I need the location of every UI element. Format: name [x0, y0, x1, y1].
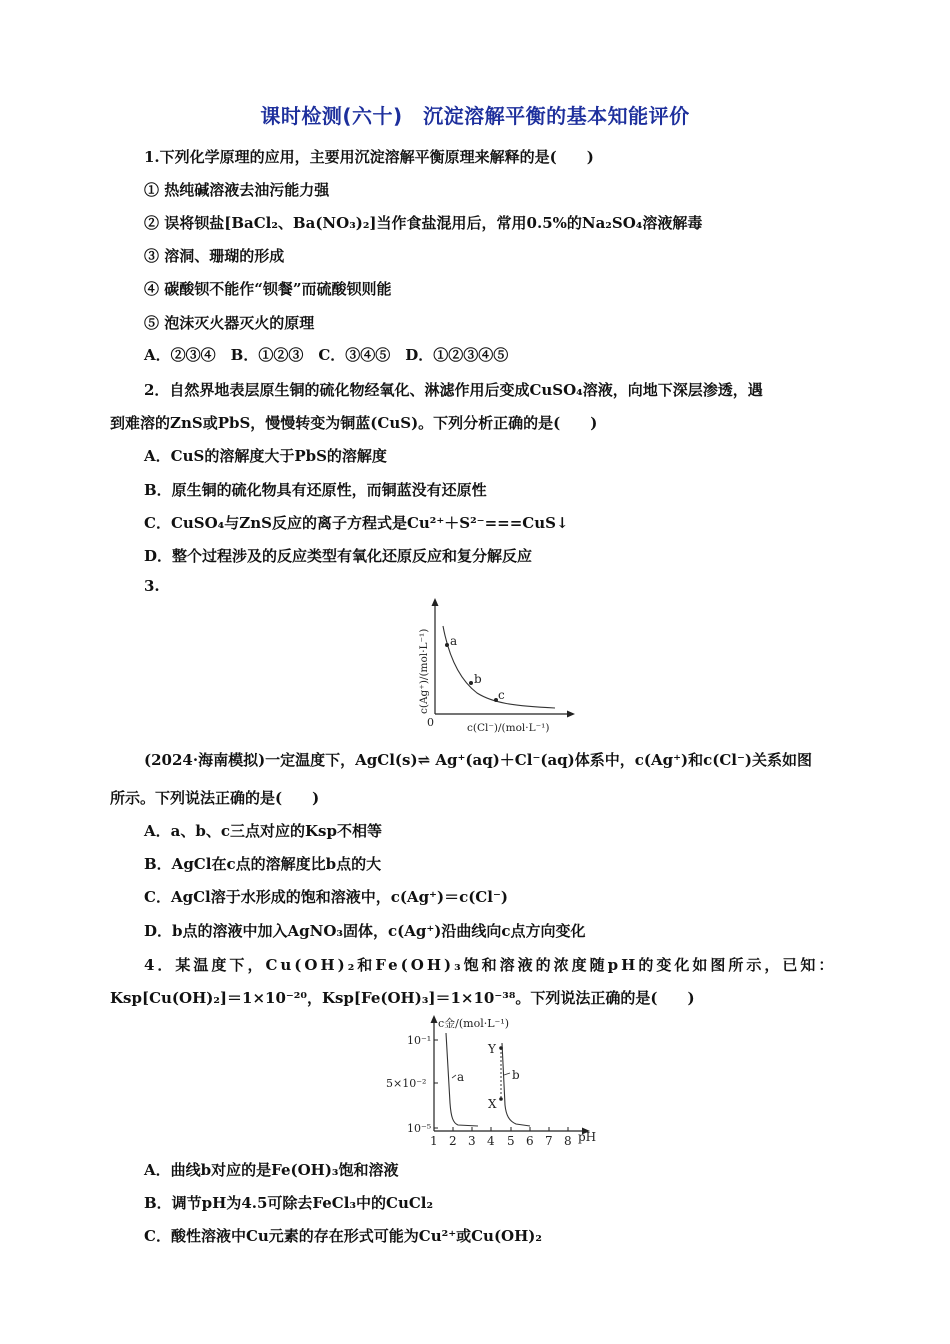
- q2-option-c: C．CuSO₄与ZnS反应的离子方程式是Cu²⁺＋S²⁻===CuS↓: [144, 514, 569, 532]
- q2-option-a: A．CuS的溶解度大于PbS的溶解度: [144, 447, 387, 465]
- q4-xtick-label-1: 1: [430, 1134, 438, 1148]
- q4-x-label: pH: [578, 1130, 597, 1144]
- q3-option-a: A．a、b、c三点对应的Ksp不相等: [144, 822, 382, 840]
- q4-xtick-label-3: 3: [468, 1134, 476, 1148]
- q4-xtick-label-5: 5: [507, 1134, 515, 1148]
- q4-point-y: [499, 1046, 503, 1050]
- q3-y-label: c(Ag⁺)/(mol·L⁻¹): [418, 628, 430, 714]
- q3-x-arrow: [567, 711, 575, 718]
- q4-y-label: c金/(mol·L⁻¹): [438, 1017, 510, 1030]
- q4-curve-b-label: b: [512, 1068, 520, 1082]
- q2-option-b: B．原生铜的硫化物具有还原性，而铜蓝没有还原性: [144, 481, 487, 499]
- q4-y-arrow: [431, 1015, 438, 1023]
- q4-point-y-label: Y: [488, 1042, 496, 1056]
- q3-label-a: a: [450, 634, 458, 648]
- q1-stem: 1.下列化学原理的应用，主要用沉淀溶解平衡原理来解释的是( ): [144, 148, 594, 166]
- q3-option-c: C．AgCl溶于水形成的饱和溶液中，c(Ag⁺)＝c(Cl⁻): [144, 888, 508, 906]
- q2-option-d: D．整个过程涉及的反应类型有氧化还原反应和复分解反应: [144, 547, 533, 565]
- q4-point-x: [499, 1097, 503, 1101]
- page-title: 课时检测(六十) 沉淀溶解平衡的基本知能评价: [260, 104, 690, 128]
- q3-y-arrow: [432, 598, 439, 606]
- q4-stem-line1: 4．某温度下，Cu(OH)₂和Fe(OH)₃饱和溶液的浓度随pH的变化如图所示，已知：: [144, 956, 837, 974]
- q3-option-b: B．AgCl在c点的溶解度比b点的大: [144, 855, 382, 873]
- q3-stem-line1: (2024·海南模拟)一定温度下，AgCl(s)⇌ Ag⁺(aq)＋Cl⁻(aq)体系中，c(Ag⁺)和c(Cl⁻)关系如图: [144, 751, 813, 769]
- q4-xtick-label-4: 4: [487, 1134, 495, 1148]
- q1-item-4: ④ 碳酸钡不能作“钡餐”而硫酸钡则能: [144, 280, 392, 298]
- q4-ytick-label-3: 10⁻⁵: [407, 1122, 432, 1135]
- q3-point-b: [469, 681, 473, 685]
- q3-label-c: c: [498, 688, 505, 702]
- q1-options: A．②③④ B．①②③ C．③④⑤ D．①②③④⑤: [144, 346, 509, 364]
- q2-stem-line2: 到难溶的ZnS或PbS，慢慢转变为铜蓝(CuS)。下列分析正确的是( ): [110, 414, 598, 432]
- q4-curve-a-leader: [452, 1075, 456, 1078]
- q1-item-5: ⑤ 泡沫灭火器灭火的原理: [144, 314, 315, 332]
- q3-point-a: [445, 643, 449, 647]
- q4-option-b: B．调节pH为4.5可除去FeCl₃中的CuCl₂: [144, 1194, 434, 1212]
- q1-item-1: ① 热纯碱溶液去油污能力强: [144, 181, 330, 199]
- q3-figure: [405, 598, 580, 740]
- q4-figure: [378, 1013, 603, 1151]
- q3-origin: 0: [427, 716, 434, 729]
- q4-ytick-label-1: 10⁻¹: [407, 1034, 432, 1047]
- q2-stem-line1: 2．自然界地表层原生铜的硫化物经氧化、淋滤作用后变成CuSO₄溶液，向地下深层渗透，遇: [144, 381, 763, 399]
- q4-curve-a-label: a: [457, 1070, 465, 1084]
- q4-xtick-label-6: 6: [526, 1134, 534, 1148]
- q4-stem-line2: Ksp[Cu(OH)₂]＝1×10⁻²⁰，Ksp[Fe(OH)₃]＝1×10⁻³⁸。下列说法正确的是( ): [110, 989, 695, 1007]
- q1-item-2: ② 误将钡盐[BaCl₂、Ba(NO₃)₂]当作食盐混用后，常用0.5%的Na₂SO₄溶液解毒: [144, 214, 703, 232]
- q4-xtick-label-2: 2: [449, 1134, 457, 1148]
- q4-ytick-label-2: 5×10⁻²: [386, 1077, 427, 1090]
- q4-option-a: A．曲线b对应的是Fe(OH)₃饱和溶液: [144, 1161, 399, 1179]
- q3-label-b: b: [474, 672, 482, 686]
- q3-option-d: D．b点的溶液中加入AgNO₃固体，c(Ag⁺)沿曲线向c点方向变化: [144, 922, 586, 940]
- q4-xtick-label-8: 8: [564, 1134, 572, 1148]
- q4-option-c: C．酸性溶液中Cu元素的存在形式可能为Cu²⁺或Cu(OH)₂: [144, 1227, 542, 1245]
- q3-stem-line2: 所示。下列说法正确的是( ): [110, 789, 320, 807]
- q3-number: 3.: [144, 577, 160, 595]
- q4-curve-b-leader: [504, 1073, 510, 1075]
- q4-point-x-label: X: [488, 1097, 497, 1111]
- q1-item-3: ③ 溶洞、珊瑚的形成: [144, 247, 285, 265]
- q4-curve-b: [502, 1043, 530, 1126]
- q4-xtick-label-7: 7: [545, 1134, 553, 1148]
- q3-x-label: c(Cl⁻)/(mol·L⁻¹): [467, 722, 550, 734]
